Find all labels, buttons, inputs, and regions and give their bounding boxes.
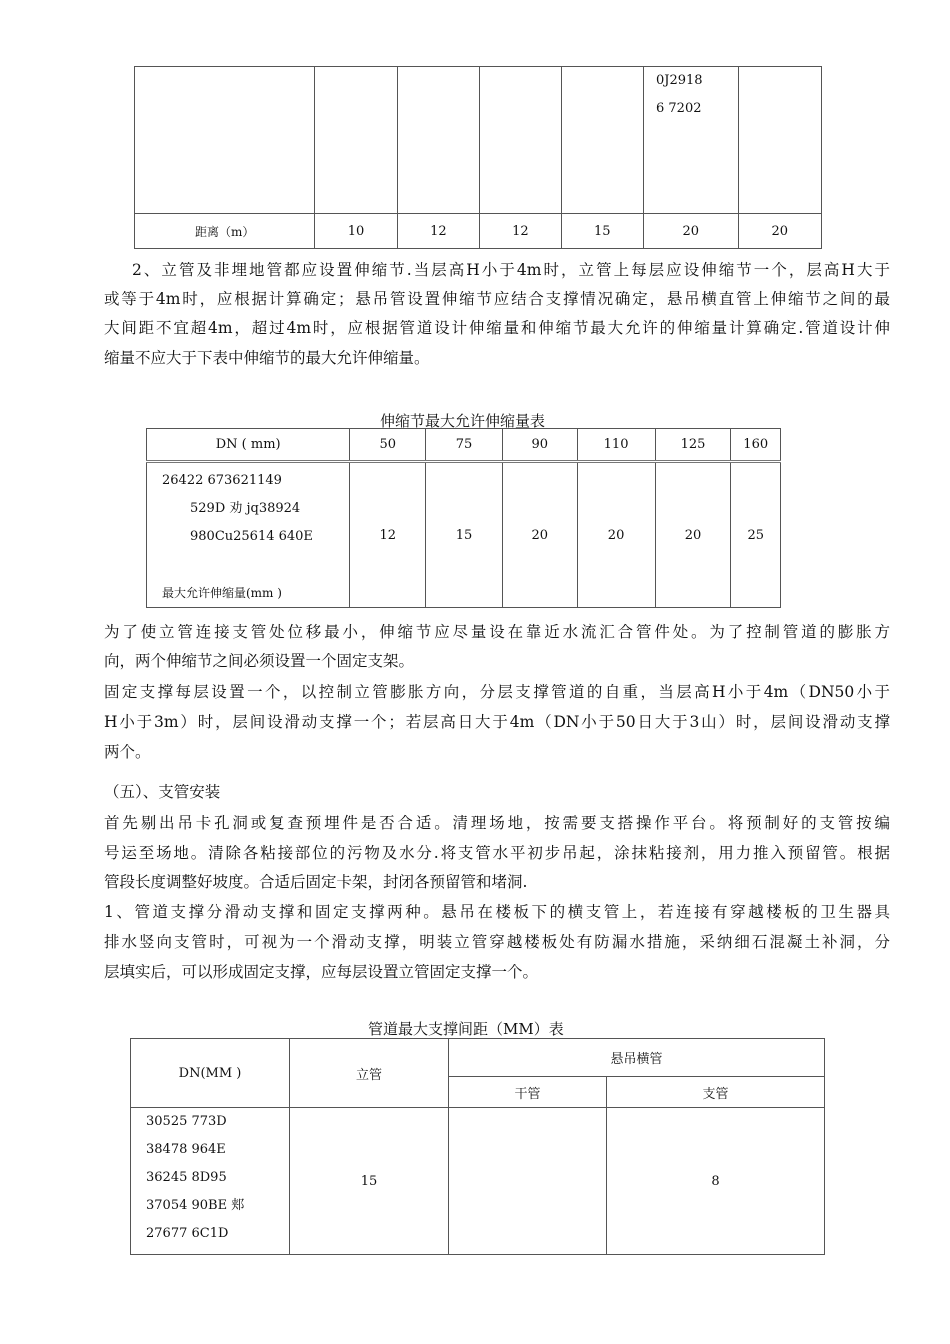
- header-dn-value: 50: [350, 429, 426, 462]
- text-line: 两个。: [104, 743, 151, 761]
- section-heading: （五）、支管安装: [104, 783, 221, 801]
- value-cell: 20: [577, 462, 655, 608]
- code-line: 529D 劝 jq38924: [190, 501, 301, 516]
- text-line: 向，两个伸缩节之间必须设置一个固定支架。: [104, 652, 415, 670]
- text-line: 首先剔出吊卡孔洞或复查预埋件是否合适。清理场地，按需要支搭操作平台。将预制好的支管按编: [104, 814, 890, 832]
- text-line: 固定支撑每层设置一个，以控制立管膨胀方向，分层支撑管道的自重，当层高H小于4m（DN50小于: [104, 683, 890, 701]
- header-hanging: 悬吊横管: [449, 1039, 825, 1077]
- value-cell: 20: [655, 462, 731, 608]
- text-line: 大间距不宜超4m，超过4m时，应根据管道设计伸缩量和伸缩节最大允许的伸缩量计算确定.管道设计伸: [104, 319, 890, 337]
- header-main: 干管: [449, 1077, 607, 1108]
- text-line: 号运至场地。清除各粘接部位的污物及水分.将支管水平初步吊起，涂抹粘接剂，用力推入预留管。根据: [104, 844, 890, 862]
- empty-cell: [315, 67, 397, 214]
- branch-value: 8: [607, 1108, 825, 1255]
- code-line: 26422 673621149: [162, 473, 282, 488]
- code-line: 6 7202: [656, 101, 702, 116]
- pipe-spacing-table-fragment: [134, 66, 822, 249]
- code-line: 37054 90BE 郏: [146, 1198, 245, 1213]
- text-line: 为了使立管连接支管处位移最小，伸缩节应尽量设在靠近水流汇合管件处。为了控制管道的膨胀方: [104, 623, 890, 641]
- table-title: 管道最大支撑间距（MM）表: [368, 1020, 564, 1038]
- row-label: 最大允许伸缩量(mm ): [162, 586, 282, 600]
- expansion-table: [146, 428, 781, 608]
- value-cell: 12: [350, 462, 426, 608]
- value-cell: 12: [397, 214, 479, 249]
- text-line: 排水竖向支管时，可视为一个滑动支撑，明装立管穿越楼板处有防漏水措施，采纳细石混凝土补洞，分: [104, 933, 890, 951]
- code-line: 30525 773D: [146, 1114, 227, 1129]
- empty-cell: [480, 67, 561, 214]
- empty-cell: [561, 67, 643, 214]
- header-dn-value: 125: [655, 429, 731, 462]
- value-cell: 25: [731, 462, 781, 608]
- text-line: 层填实后，可以形成固定支撑，应每层设置立管固定支撑一个。: [104, 963, 539, 981]
- code-line: 980Cu25614 640E: [190, 529, 313, 544]
- value-cell: 20: [644, 214, 739, 249]
- header-dn-value: 90: [502, 429, 577, 462]
- code-line: 38478 964E: [146, 1142, 226, 1157]
- support-spacing-table: [130, 1038, 825, 1255]
- text-line: 1、管道支撑分滑动支撑和固定支撑两种。悬吊在楼板下的横支管上，若连接有穿越楼板的卫生器具: [104, 903, 890, 921]
- row-label: 距离（m）: [135, 214, 315, 249]
- main-value: [449, 1108, 607, 1255]
- code-line: 27677 6C1D: [146, 1226, 229, 1241]
- riser-value: 15: [290, 1108, 449, 1255]
- value-cell: 12: [480, 214, 561, 249]
- empty-cell: [738, 67, 821, 214]
- value-cell: 20: [738, 214, 821, 249]
- empty-cell: [397, 67, 479, 214]
- header-dn-value: 160: [731, 429, 781, 462]
- text-line: 或等于4m时，应根据计算确定；悬吊管设置伸缩节应结合支撑情况确定，悬吊横直管上伸缩节之间的最: [104, 290, 890, 308]
- header-branch: 支管: [607, 1077, 825, 1108]
- header-dn: DN ( mm): [147, 429, 350, 462]
- header-dn-value: 75: [426, 429, 503, 462]
- header-dn: DN(MM ): [131, 1039, 290, 1108]
- header-dn-value: 110: [577, 429, 655, 462]
- code-cell: [131, 1108, 290, 1255]
- code-line: 36245 8D95: [146, 1170, 227, 1185]
- value-cell: 15: [561, 214, 643, 249]
- text-line: H小于3m）时，层间设滑动支撑一个；若层高日大于4m（DN小于50日大于3山）时，层间设滑动支撑: [104, 713, 890, 731]
- value-cell: 20: [502, 462, 577, 608]
- value-cell: 10: [315, 214, 397, 249]
- header-riser: 立管: [290, 1039, 449, 1108]
- text-line: 管段长度调整好坡度。合适后固定卡架，封闭各预留管和堵洞.: [104, 873, 528, 891]
- text-line: 缩量不应大于下表中伸缩节的最大允许伸缩量。: [104, 349, 430, 367]
- code-line: 0J2918: [656, 73, 703, 88]
- table-title: 伸缩节最大允许伸缩量表: [380, 412, 546, 430]
- code-cell: [644, 67, 739, 214]
- text-line: 2、立管及非埋地管都应设置伸缩节.当层高H小于4m时，立管上每层应设伸缩节一个，层高H大于: [132, 261, 890, 279]
- label-cell: [147, 462, 350, 608]
- empty-cell: [135, 67, 315, 214]
- value-cell: 15: [426, 462, 503, 608]
